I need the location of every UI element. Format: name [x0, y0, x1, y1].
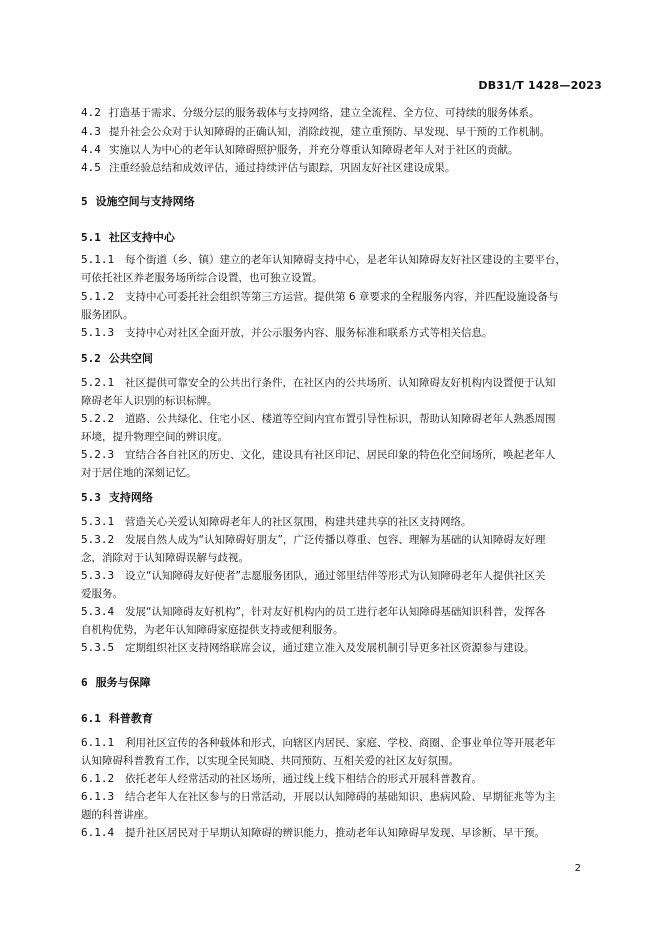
para-6-1-3-line2: 题的科普讲座。 — [81, 809, 155, 821]
clause-number: 4.2 — [81, 106, 101, 119]
para-text: 宜结合各自社区的历史、文化，建设具有社区印记、居民印象的特色化空间场所，唤起老年人 — [125, 449, 556, 461]
clause-text: 打造基于需求、分级分层的服务载体与支持网络，建立全流程、全方位、可持续的服务体系。 — [109, 107, 540, 119]
para-number: 5.1.2 — [81, 290, 115, 303]
clause-4-4 — [81, 143, 519, 157]
clause-4-5 — [81, 161, 456, 175]
subsection-number: 5.2 — [81, 352, 101, 365]
para-5-1-3-line1 — [81, 326, 493, 340]
para-5-2-3-line1 — [81, 448, 556, 462]
section-number: 6 — [81, 676, 88, 689]
subsection-5-3-heading — [81, 491, 153, 505]
para-text: 定期组织社区支持网络联席会议，通过建立准入及发展机制引导更多社区资源参与建设。 — [125, 642, 535, 654]
para-5-3-2-line2: 念，消除对于认知障碍误解与歧视。 — [81, 552, 249, 564]
para-text: 设立“认知障碍友好使者”志愿服务团队，通过邻里结伴等形式为认知障碍老年人提供社区关 — [125, 570, 546, 582]
subsection-number: 6.1 — [81, 712, 101, 725]
para-text: 利用社区宣传的各种载体和形式，向辖区内居民、家庭、学校、商圈、企事业单位等开展老年 — [125, 737, 556, 749]
para-text: 支持中心可委托社会组织等第三方运营。提供第 6 章要求的全程服务内容，并匹配设施设备与 — [125, 291, 559, 303]
para-number: 5.2.1 — [81, 376, 115, 389]
para-6-1-1-line2: 认知障碍科普教育工作，以实现全民知晓、共同预防、互相关爱的社区友好氛围。 — [81, 755, 459, 767]
para-number: 6.1.1 — [81, 736, 115, 749]
para-5-2-2-line2: 环境，提升物理空间的辨识度。 — [81, 431, 228, 443]
para-text: 支持中心对社区全面开放，并公示服务内容、服务标准和联系方式等相关信息。 — [125, 327, 493, 339]
clause-text: 实施以人为中心的老年认知障碍照护服务，并充分尊重认知障碍老年人对于社区的贡献。 — [109, 144, 519, 156]
section-5-heading — [81, 195, 195, 209]
subsection-5-2-heading — [81, 352, 153, 366]
para-5-2-1-line1 — [81, 376, 556, 390]
para-number: 5.2.2 — [81, 412, 115, 425]
para-number: 5.1.3 — [81, 326, 115, 339]
subsection-number: 5.3 — [81, 491, 101, 504]
para-number: 5.3.4 — [81, 605, 115, 618]
para-text: 提升社区居民对于早期认知障碍的辨识能力，推动老年认知障碍早发现、早诊断、早干预。 — [125, 827, 545, 839]
para-text: 社区提供可靠安全的公共出行条件，在社区内的公共场所、认知障碍友好机构内设置便于认知 — [125, 377, 556, 389]
clause-4-2 — [81, 106, 540, 120]
para-text: 发展自然人成为“认知障碍好朋友”，广泛传播以尊重、包容、理解为基础的认知障碍友好理 — [125, 534, 546, 546]
para-number: 5.1.1 — [81, 253, 115, 266]
para-number: 5.3.3 — [81, 569, 115, 582]
para-6-1-1-line1 — [81, 736, 556, 750]
section-6-heading — [81, 676, 151, 690]
para-text: 依托老年人经常活动的社区场所，通过线上线下相结合的形式开展科普教育。 — [125, 773, 482, 785]
clause-text: 注重经验总结和成效评估，通过持续评估与跟踪，巩固友好社区建设成果。 — [109, 162, 456, 174]
para-5-3-5-line1 — [81, 641, 535, 655]
para-5-3-4-line1 — [81, 605, 545, 619]
para-5-3-2-line1 — [81, 533, 545, 547]
para-number: 5.3.1 — [81, 515, 115, 528]
section-title: 服务与保障 — [95, 676, 151, 689]
para-number: 6.1.3 — [81, 790, 115, 803]
para-number: 5.2.3 — [81, 448, 115, 461]
para-text: 发展“认知障碍友好机构”，针对友好机构内的员工进行老年认知障碍基础知识科普，发挥各 — [125, 606, 546, 618]
clause-text: 提升社会公众对于认知障碍的正确认知，消除歧视，建立重预防、早发现、早干预的工作机制。 — [109, 126, 550, 138]
subsection-title: 公共空间 — [108, 352, 153, 365]
para-5-1-1-line2: 可依托社区养老服务场所综合设置，也可独立设置。 — [81, 272, 323, 284]
page-number: 2 — [574, 863, 581, 874]
para-number: 6.1.4 — [81, 826, 115, 839]
para-5-3-4-line2: 自机构优势，为老年认知障碍家庭提供支持或便利服务。 — [81, 624, 344, 636]
para-5-1-1-line1 — [81, 253, 566, 267]
para-text: 道路、公共绿化、住宅小区、楼道等空间内宜布置引导性标识，帮助认知障碍老年人熟悉周围 — [125, 413, 556, 425]
para-5-3-3-line1 — [81, 569, 545, 583]
para-5-3-3-line2: 爱服务。 — [81, 588, 123, 600]
para-number: 5.3.2 — [81, 533, 115, 546]
subsection-title: 科普教育 — [108, 712, 153, 725]
para-5-1-2-line1 — [81, 290, 558, 304]
para-text: 每个街道（乡、镇）建立的老年认知障碍支持中心，是老年认知障碍友好社区建设的主要平台， — [125, 254, 566, 266]
subsection-number: 5.1 — [81, 231, 101, 244]
para-6-1-3-line1 — [81, 790, 556, 804]
subsection-5-1-heading — [81, 231, 175, 245]
clause-number: 4.5 — [81, 161, 101, 174]
subsection-title: 支持网络 — [108, 491, 153, 504]
para-text: 营造关心关爱认知障碍老年人的社区氛围，构建共建共享的社区支持网络。 — [125, 516, 472, 528]
para-5-2-3-line2: 对于居住地的深刻记忆。 — [81, 467, 197, 479]
para-5-2-2-line1 — [81, 412, 556, 426]
para-5-1-2-line2: 服务团队。 — [81, 309, 134, 321]
para-5-3-1-line1 — [81, 515, 472, 529]
clause-number: 4.3 — [81, 125, 101, 138]
section-title: 设施空间与支持网络 — [95, 195, 195, 208]
document-code-header: DB31/T 1428—2023 — [478, 79, 602, 92]
subsection-6-1-heading — [81, 712, 153, 726]
clause-number: 4.4 — [81, 143, 101, 156]
section-number: 5 — [81, 195, 88, 208]
clause-4-3 — [81, 125, 550, 139]
para-6-1-4-line1 — [81, 826, 545, 840]
para-6-1-2-line1 — [81, 772, 482, 786]
subsection-title: 社区支持中心 — [108, 231, 175, 244]
para-number: 5.3.5 — [81, 641, 115, 654]
para-number: 6.1.2 — [81, 772, 115, 785]
para-5-2-1-line2: 障碍老年人识别的标识标牌。 — [81, 395, 218, 407]
para-text: 结合老年人在社区参与的日常活动，开展以认知障碍的基础知识、患病风险、早期征兆等为主 — [125, 791, 556, 803]
